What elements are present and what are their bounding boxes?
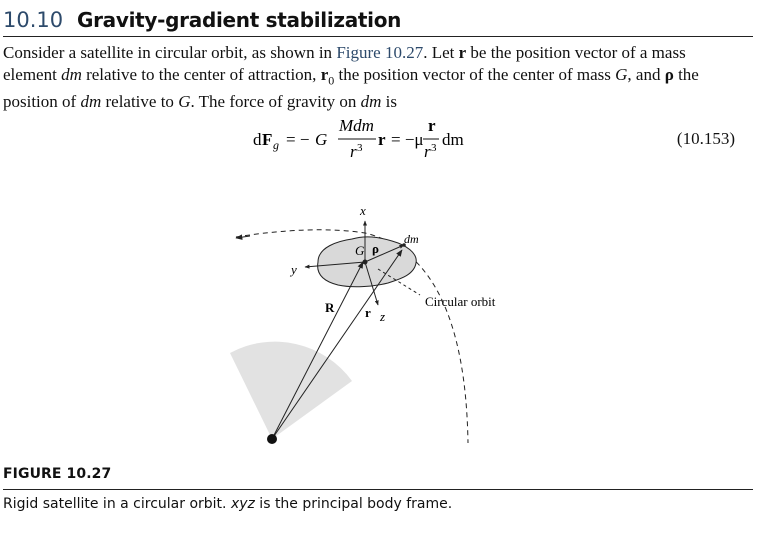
label-z: z bbox=[380, 309, 386, 324]
eq-eq1: = − bbox=[286, 130, 310, 149]
figure-link[interactable]: Figure 10.27 bbox=[336, 43, 424, 62]
symbol-G: G bbox=[178, 92, 191, 112]
para-text: is bbox=[381, 92, 397, 112]
eq-F: F bbox=[262, 130, 273, 149]
symbol-dm: dm bbox=[61, 64, 82, 84]
para-text: , and bbox=[627, 64, 665, 84]
vector-r0: r bbox=[320, 64, 329, 84]
center-of-mass-dot bbox=[363, 260, 368, 265]
figure-rule bbox=[3, 489, 753, 490]
eq-sub-g: g bbox=[273, 138, 279, 152]
caption-text: Rigid satellite in a circular orbit. bbox=[3, 496, 231, 512]
section-heading bbox=[3, 2, 753, 37]
symbol-dm: dm bbox=[360, 92, 382, 112]
para-text: relative to bbox=[101, 92, 179, 112]
subscript-zero: 0 bbox=[328, 72, 335, 87]
label-dm: dm bbox=[404, 232, 419, 246]
eq-eq2: = −μ bbox=[391, 130, 424, 149]
vector-rho: ρ bbox=[664, 64, 674, 84]
vector-r: r bbox=[458, 43, 467, 62]
eq-frac2-den: r bbox=[424, 142, 431, 161]
label-x: x bbox=[360, 203, 366, 218]
eq-G: G bbox=[315, 130, 328, 149]
label-y: y bbox=[291, 262, 297, 277]
figure-caption bbox=[3, 496, 452, 512]
equation-number: (10.153) bbox=[676, 129, 735, 148]
earth-sector bbox=[230, 342, 352, 439]
eq-frac1-num: Mdm bbox=[339, 118, 374, 135]
figure-10-27 bbox=[0, 165, 757, 465]
caption-text: is the principal body frame. bbox=[254, 496, 453, 512]
section-number: 10.10 bbox=[3, 8, 64, 32]
para-text: the position vector of the center of mass bbox=[334, 64, 616, 84]
body-paragraph bbox=[3, 42, 743, 113]
eq-tail-dm: dm bbox=[442, 130, 464, 149]
label-R: R bbox=[325, 300, 335, 315]
label-rho: ρ bbox=[372, 241, 379, 256]
para-text: . The force of gravity on bbox=[190, 92, 361, 112]
eq-frac2-den-sup: 3 bbox=[431, 142, 437, 154]
eq-frac2-num: r bbox=[428, 118, 436, 135]
eq-frac1-den: r bbox=[350, 142, 357, 161]
section-title: Gravity-gradient stabilization bbox=[77, 8, 402, 32]
eq-frac1-den-sup: 3 bbox=[357, 142, 363, 154]
label-G: G bbox=[355, 243, 365, 258]
figure-label: FIGURE 10.27 bbox=[3, 466, 112, 482]
para-text: . Let bbox=[423, 43, 459, 62]
symbol-dm: dm bbox=[80, 92, 102, 112]
center-of-attraction-dot bbox=[267, 434, 277, 444]
para-text: the position of bbox=[3, 64, 699, 112]
para-text: Consider a satellite in circular orbit, as shown in bbox=[3, 43, 337, 62]
eq-d: d bbox=[253, 130, 262, 149]
para-text: be the position vector of a mass element bbox=[3, 43, 686, 84]
label-r: r bbox=[365, 305, 371, 320]
caption-xyz: xyz bbox=[230, 496, 255, 512]
para-text: relative to the center of attraction, bbox=[81, 64, 321, 84]
equation-body bbox=[253, 118, 513, 164]
eq-vec-r: r bbox=[378, 130, 386, 149]
label-circular-orbit: Circular orbit bbox=[425, 294, 496, 309]
symbol-G: G bbox=[615, 64, 628, 84]
equation-10-153 bbox=[0, 118, 757, 164]
